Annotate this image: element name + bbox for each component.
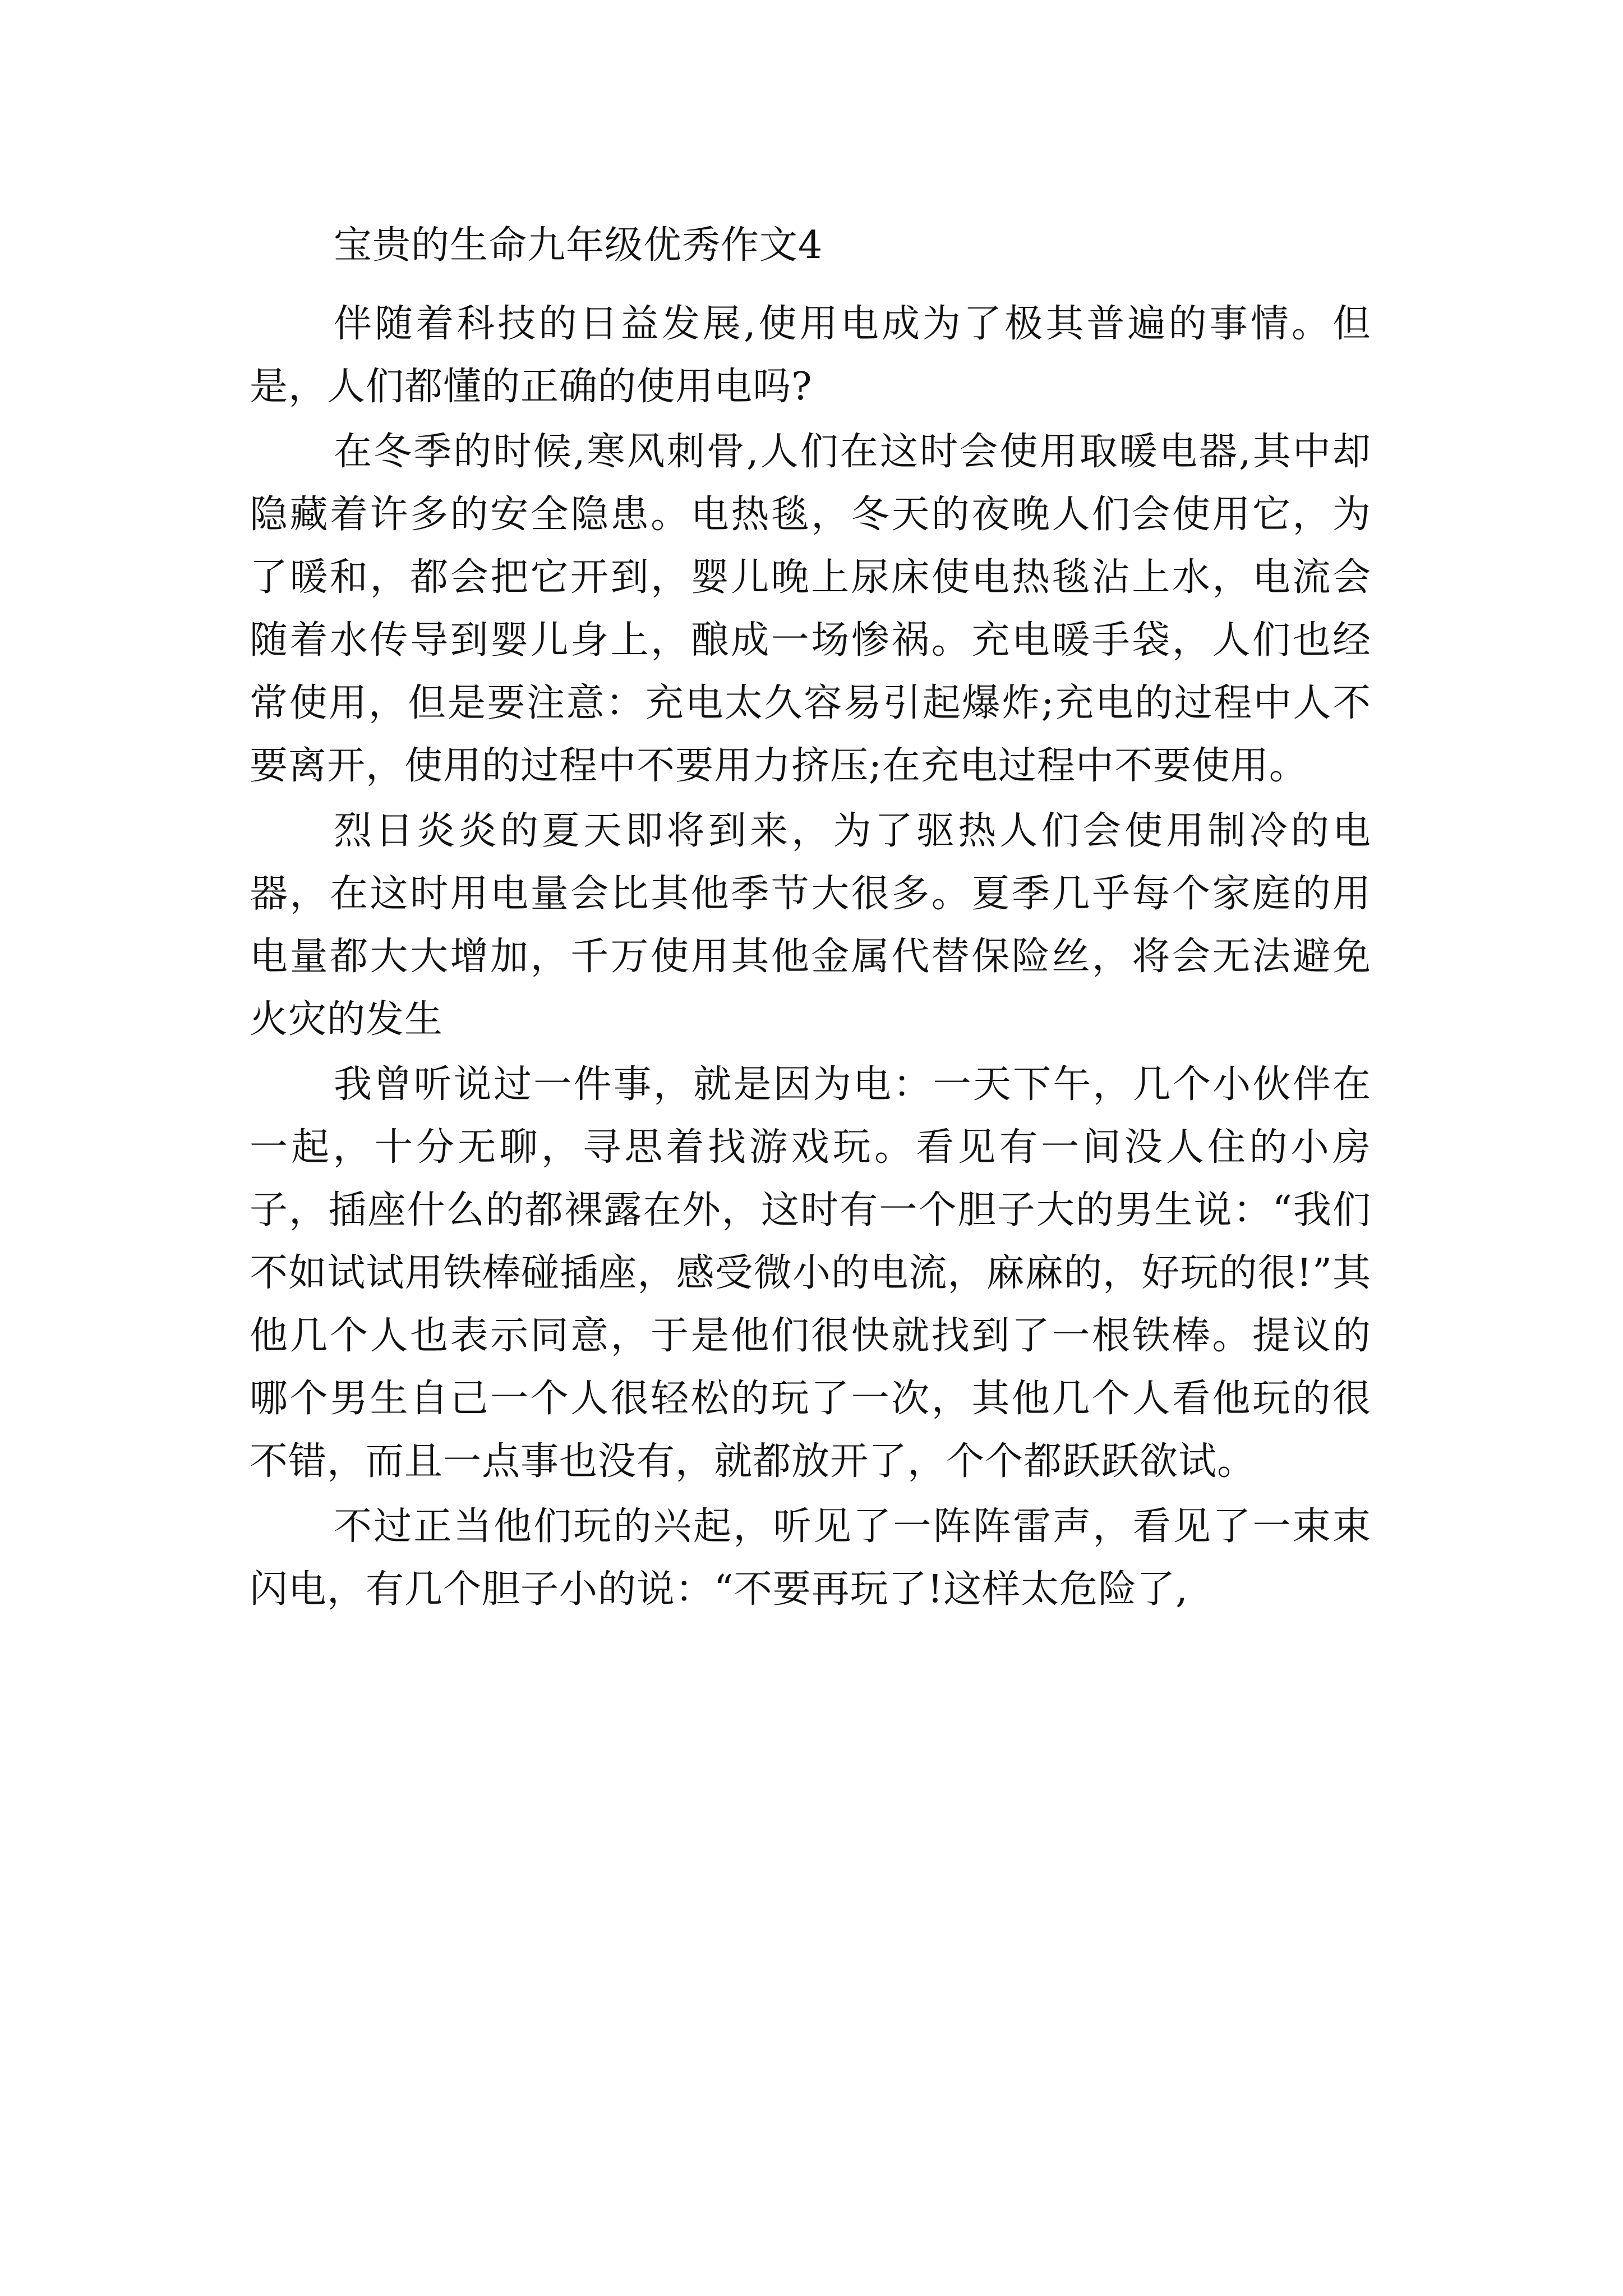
paragraph-3: 烈日炎炎的夏天即将到来，为了驱热人们会使用制冷的电器，在这时用电量会比其他季节大很多。夏季几乎每个家庭的用电量都大大增加，千万使用其他金属代替保险丝，将会无法避免火灾的发生 [250, 809, 1371, 1042]
essay-title: 宝贵的生命九年级优秀作文4 [334, 223, 823, 268]
paragraph-2: 在冬季的时候,寒风刺骨,人们在这时会使用取暖电器,其中却隐藏着许多的安全隐患。电热毯，冬天的夜晚人们会使用它，为了暖和，都会把它开到，婴儿晚上尿床使电热毯沾上水，电流会随着水传导到婴儿身上，酿成一场惨祸。充电暖手袋，人们也经常使用，但是要注意：充电太久容易引起爆炸;充电的过程中人不要离开，使用的过程中不要用力挤压;在充电过程中不要使用。 [250, 430, 1371, 788]
paragraph-4: 我曾听说过一件事，就是因为电：一天下午，几个小伙伴在一起，十分无聊，寻思着找游戏玩。看见有一间没人住的小房子，插座什么的都裸露在外，这时有一个胆子大的男生说：“我们不如试试用铁棒碰插座，感受微小的电流，麻麻的，好玩的很!”其他几个人也表示同意，于是他们很快就找到了一根铁棒。提议的哪个男生自己一个人很轻松的玩了一次，其他几个人看他玩的很不错，而且一点事也没有，就都放开了，个个都跃跃欲试。 [250, 1062, 1371, 1484]
essay-body [250, 214, 1371, 1623]
paragraph-5: 不过正当他们玩的兴起，听见了一阵阵雷声，看见了一束束闪电，有几个胆子小的说：“不要再玩了!这样太危险了, [250, 1504, 1371, 1612]
paragraph-1: 伴随着科技的日益发展,使用电成为了极其普遍的事情。但是，人们都懂的正确的使用电吗? [250, 302, 1371, 409]
